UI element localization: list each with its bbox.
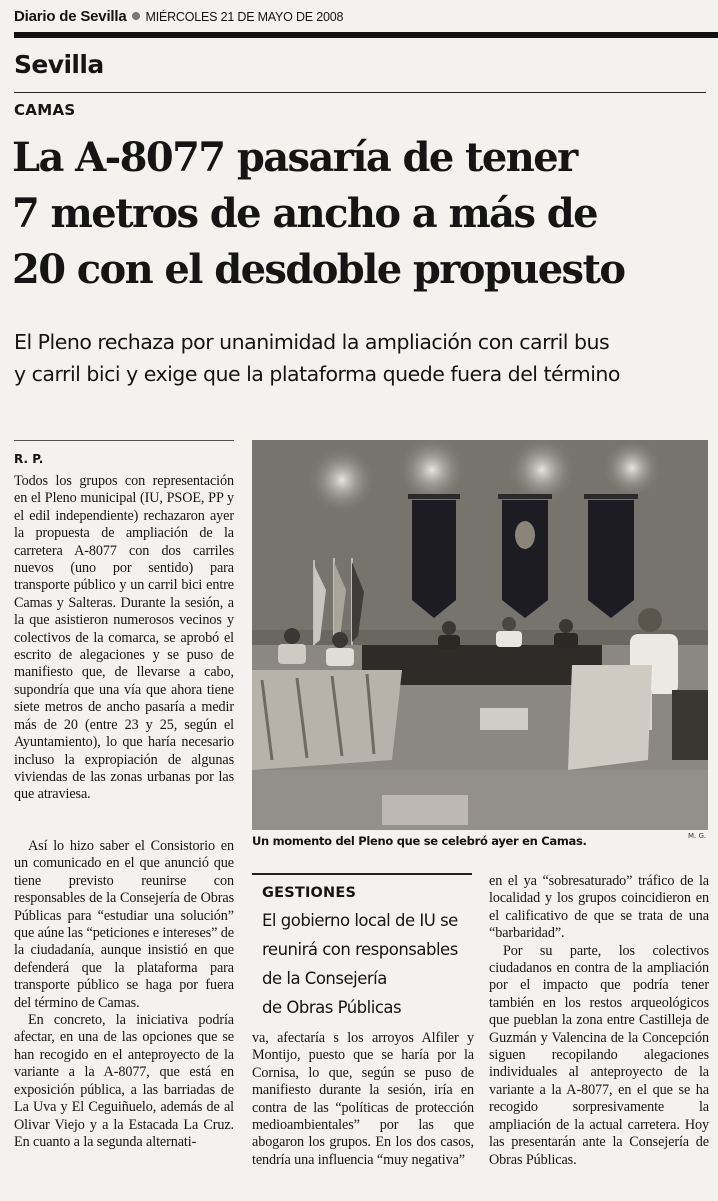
body-column-1-top [14, 473, 234, 804]
person-head [284, 628, 300, 644]
council-meeting-photo [252, 440, 708, 830]
person-body [554, 633, 578, 648]
body-column-3 [489, 873, 709, 1169]
photo-illustration [252, 440, 708, 830]
person-head [638, 608, 662, 632]
office-chair [672, 690, 708, 760]
floor-shade [252, 770, 708, 830]
banner-rod [584, 494, 638, 499]
subheadline-line: El Pleno rechaza por unanimidad la ampliación con carril bus [14, 330, 610, 354]
body-paragraph: En concreto, la iniciativa podría afectar, en una de las opciones que se han recogido en el anteproyecto de la variante a la A-8077, que está en exposición pública, a las barriadas de La Uva y El Ceguiñuelo, además de al Olivar Viejo y a la Estacada La Cruz. En cuanto a la segunda alternati- [14, 1012, 234, 1150]
photo-credit: M. G. [688, 832, 707, 840]
person-head [332, 632, 348, 648]
section-rule [14, 92, 706, 93]
newspaper-name: Diario de Sevilla [14, 8, 127, 25]
headline-line: 7 metros de ancho a más de [12, 190, 597, 237]
headline [12, 130, 712, 298]
subheadline [14, 326, 714, 390]
publication-date: MIÉRCOLES 21 DE MAYO DE 2008 [145, 10, 344, 24]
flag-banner [502, 500, 548, 618]
person-body [496, 631, 522, 647]
body-column-1-bottom [14, 838, 234, 1151]
masthead-rule [14, 32, 718, 38]
sidebar-line: de Obras Públicas [262, 998, 402, 1017]
person-body [326, 648, 354, 666]
headline-line: La A-8077 pasaría de tener [12, 134, 577, 181]
byline: R. P. [14, 452, 44, 466]
sidebar-line: reunirá con responsables [262, 940, 458, 959]
sidebar-line: El gobierno local de IU se [262, 911, 458, 930]
sidebar-kicker: GESTIONES [262, 885, 357, 901]
article-kicker: CAMAS [14, 101, 76, 119]
ceiling-light [308, 446, 376, 514]
bullet-icon [132, 12, 140, 20]
section-title: Sevilla [14, 50, 104, 79]
byline-rule [14, 440, 234, 441]
ceiling-light [602, 440, 662, 498]
flag-banner [588, 500, 634, 618]
body-paragraph: Así lo hizo saber el Consistorio en un comunicado en el que anunció que tiene previsto reunirse con responsables de la Consejería de Obras Públicas para “estudiar una solución” que aúne las “peticiones e intereses” de la ciudadanía, aunque insistió en que defenderá que la plataforma para transporte público se haga por fuera del término de Camas. [14, 838, 234, 1011]
flag-banners [408, 494, 638, 618]
desk-row [252, 670, 402, 770]
coat-of-arms [515, 521, 535, 549]
sidebar-line: de la Consejería [262, 969, 387, 988]
body-paragraph: va, afectaría s los arroyos Alfiler y Montijo, puesto que se haría por la Cornisa, lo que, según se puso de manifiesto durante la sesión, iría en contra de las “políticas de protección medioambientales” por las que abogaron los grupos. En los dos casos, tendría una influencia “muy negativa” [252, 1030, 474, 1168]
subheadline-line: y carril bici y exige que la plataforma quede fuera del término [14, 362, 620, 386]
wall-plaque [480, 708, 528, 730]
photo-caption: Un momento del Pleno que se celebró ayer en Camas. [252, 834, 587, 848]
banner-rod [408, 494, 460, 499]
person-head [559, 619, 573, 633]
body-paragraph: en el ya “sobresaturado” tráfico de la localidad y los grupos coincidieron en el calificativo de que se trata de una “barbaridad”. [489, 873, 709, 942]
sidebar-text [262, 906, 474, 1022]
person-head [502, 617, 516, 631]
person-body [438, 635, 460, 649]
person-head [442, 621, 456, 635]
sidebar-rule [252, 873, 472, 875]
headline-line: 20 con el desdoble propuesto [12, 246, 625, 293]
flag-banner [412, 500, 456, 618]
masthead [14, 6, 714, 28]
body-column-2 [252, 1030, 474, 1169]
person-body [278, 644, 306, 664]
speaker-desk [568, 665, 652, 770]
body-paragraph: Por su parte, los colectivos ciudadanos en contra de la ampliación por el impacto que podría tener también en los restos arqueológicos que pueblan la zona entre Castilleja de Guzmán y Valencina de la Concepción siguen recopilando alegaciones individuales al anteproyecto de la variante a la A-8077, en el que se ha recogido sorpresivamente la ampliación de la actual carretera. Hoy las presentarán ante la Consejería de Obras Públicas. [489, 942, 709, 1168]
body-paragraph: Todos los grupos con representación en el Pleno municipal (IU, PSOE, PP y el edil independiente) rechazaron ayer la propuesta de ampliación de la carretera A-8077 con dos carriles nuevos (uno por sentido) para transporte público y un carril bici entre Camas y Salteras. Durante la sesión, a la que asistieron numerosos vecinos y colectivos de la comarca, se aprobó el escrito de alegaciones y se puso de manifiesto que, de llevarse a cabo, supondría que una vía que ahora tiene siete metros de ancho pasaría a medir más de 20 (entre 23 y 25, según el Ayuntamiento), lo que haría necesario incluso la expropiación de algunas viviendas de las zonas urbanas por las que atraviesa. [14, 473, 234, 803]
banner-rod [498, 494, 552, 499]
